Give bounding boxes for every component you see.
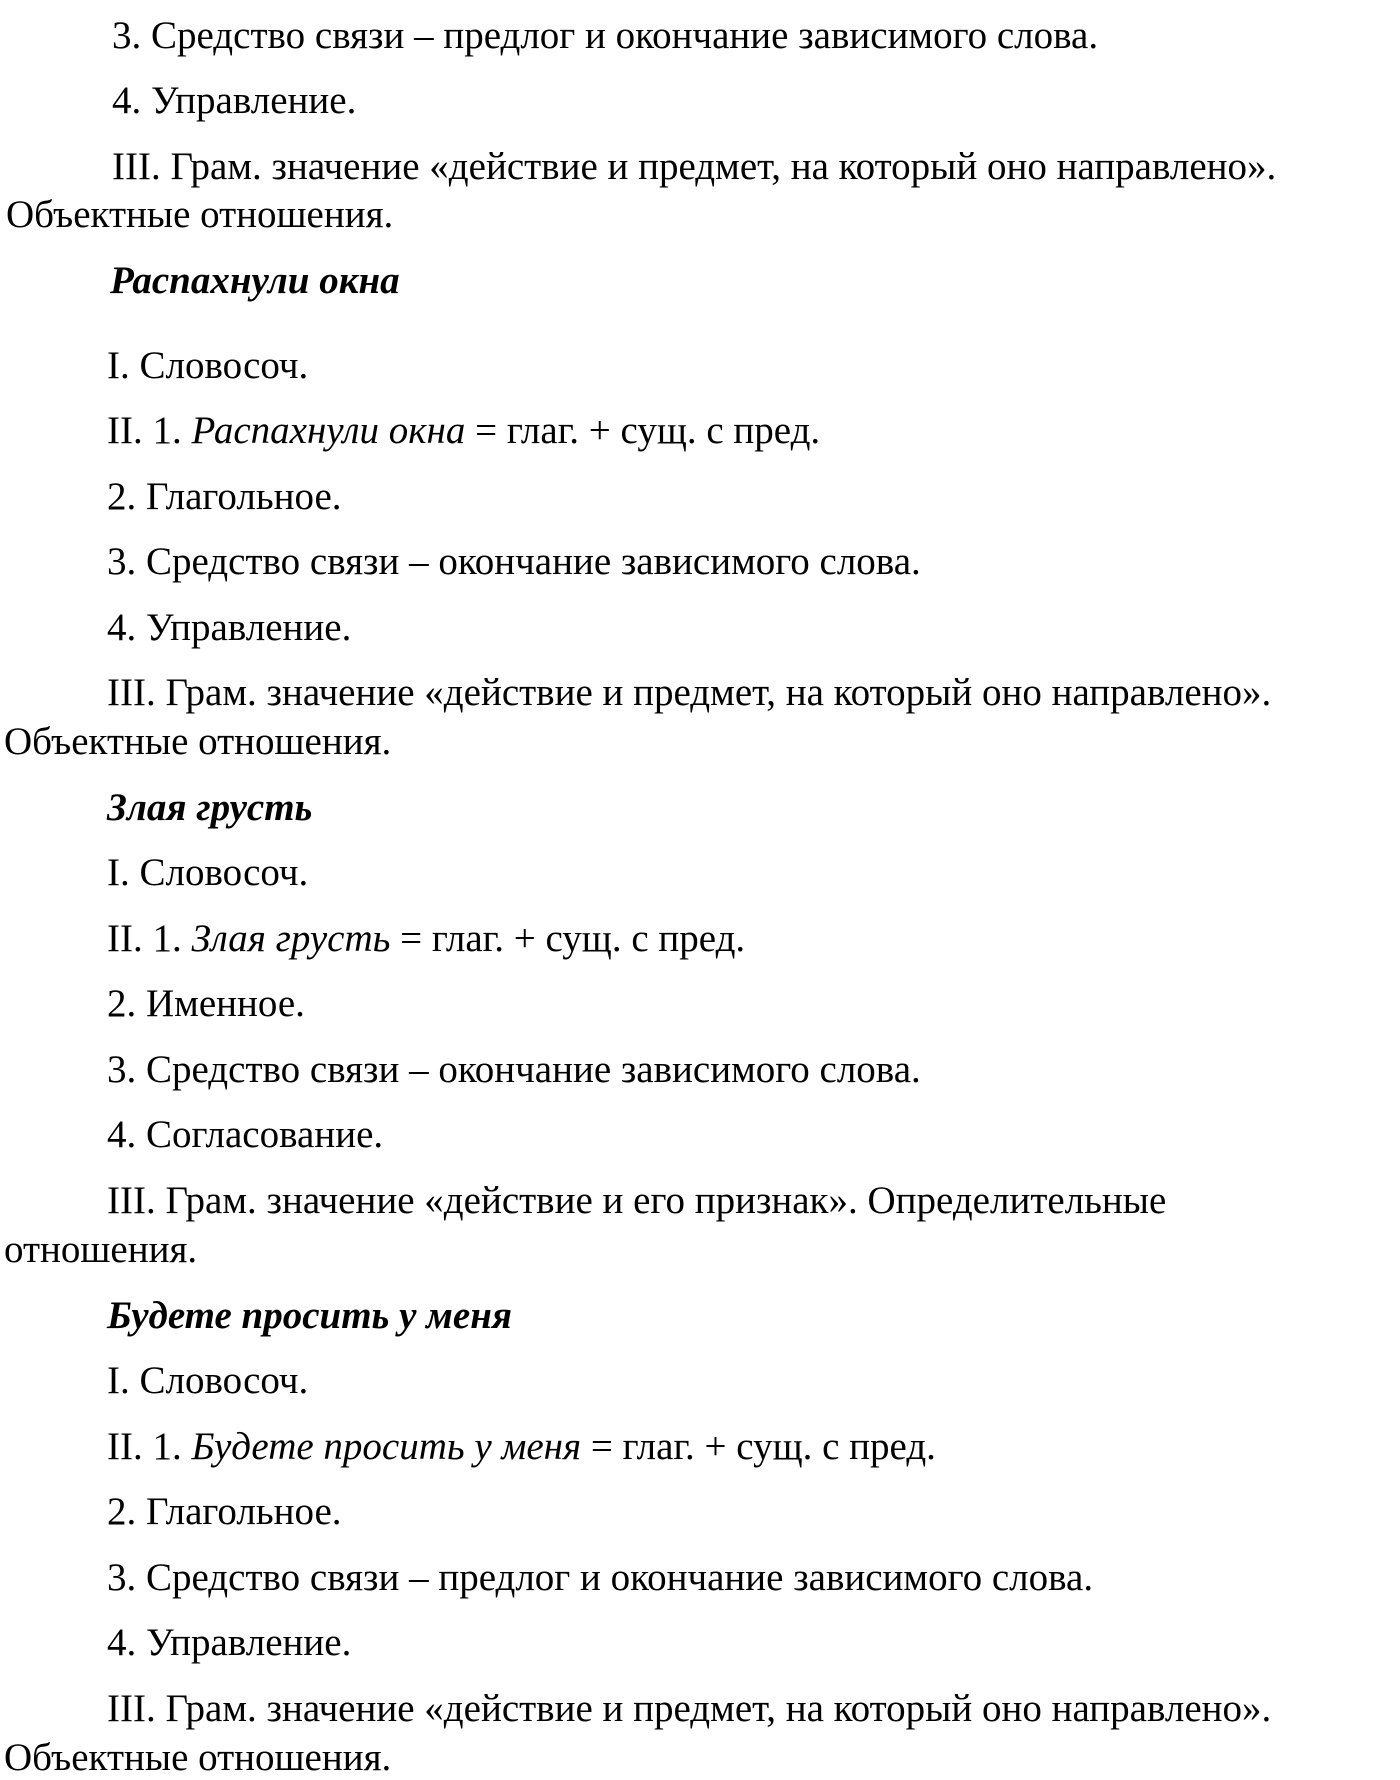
paragraph-line: III. Грам. значение «действие и предмет, на который оно направлено».: [112, 145, 1277, 188]
paragraph-line: Объектные отношения.: [6, 193, 394, 236]
paragraph-line: 3. Средство связи – окончание зависимого слова.: [107, 1048, 921, 1091]
paragraph-line: III. Грам. значение «действие и его признак». Определительные: [107, 1179, 1167, 1222]
paragraph-line: 2. Именное.: [107, 982, 305, 1025]
line-prefix: II. 1.: [107, 1425, 192, 1468]
italic-phrase: Злая грусть: [191, 917, 391, 960]
paragraph-line: отношения.: [4, 1228, 198, 1271]
paragraph-line: 3. Средство связи – предлог и окончание зависимого слова.: [107, 1556, 1094, 1599]
paragraph-line: [107, 917, 745, 961]
italic-phrase: Распахнули окна: [191, 409, 466, 452]
paragraph-line: 4. Управление.: [112, 79, 357, 122]
paragraph-line: I. Словосоч.: [107, 851, 309, 894]
paragraph-line: 2. Глагольное.: [107, 1490, 342, 1533]
paragraph-line: III. Грам. значение «действие и предмет, на который оно направлено».: [107, 671, 1272, 714]
paragraph-line: 3. Средство связи – предлог и окончание зависимого слова.: [112, 14, 1099, 57]
paragraph-line: 4. Управление.: [107, 606, 352, 649]
line-suffix: = глаг. + сущ. с пред.: [390, 917, 746, 960]
paragraph-line: 2. Глагольное.: [107, 475, 342, 518]
section-heading: Распахнули окна: [110, 259, 400, 302]
section-heading: Злая грусть: [107, 786, 313, 829]
paragraph-line: Объектные отношения.: [4, 720, 392, 763]
paragraph-line: 4. Согласование.: [107, 1113, 384, 1156]
paragraph-line: Объектные отношения.: [4, 1736, 392, 1779]
line-suffix: = глаг. + сущ. с пред.: [581, 1425, 936, 1468]
paragraph-line: I. Словосоч.: [107, 344, 309, 387]
paragraph-line: III. Грам. значение «действие и предмет, на который оно направлено».: [107, 1687, 1272, 1730]
line-suffix: = глаг. + сущ. с пред.: [465, 409, 821, 452]
paragraph-line: 4. Управление.: [107, 1621, 352, 1664]
italic-phrase: Будете просить у меня: [191, 1425, 582, 1468]
paragraph-line: [107, 1425, 936, 1469]
section-heading: Будете просить у меня: [107, 1294, 512, 1337]
line-prefix: II. 1.: [107, 409, 192, 452]
line-prefix: II. 1.: [107, 917, 192, 960]
paragraph-line: 3. Средство связи – окончание зависимого слова.: [107, 540, 921, 583]
paragraph-line: I. Словосоч.: [107, 1359, 309, 1402]
paragraph-line: [107, 409, 820, 453]
